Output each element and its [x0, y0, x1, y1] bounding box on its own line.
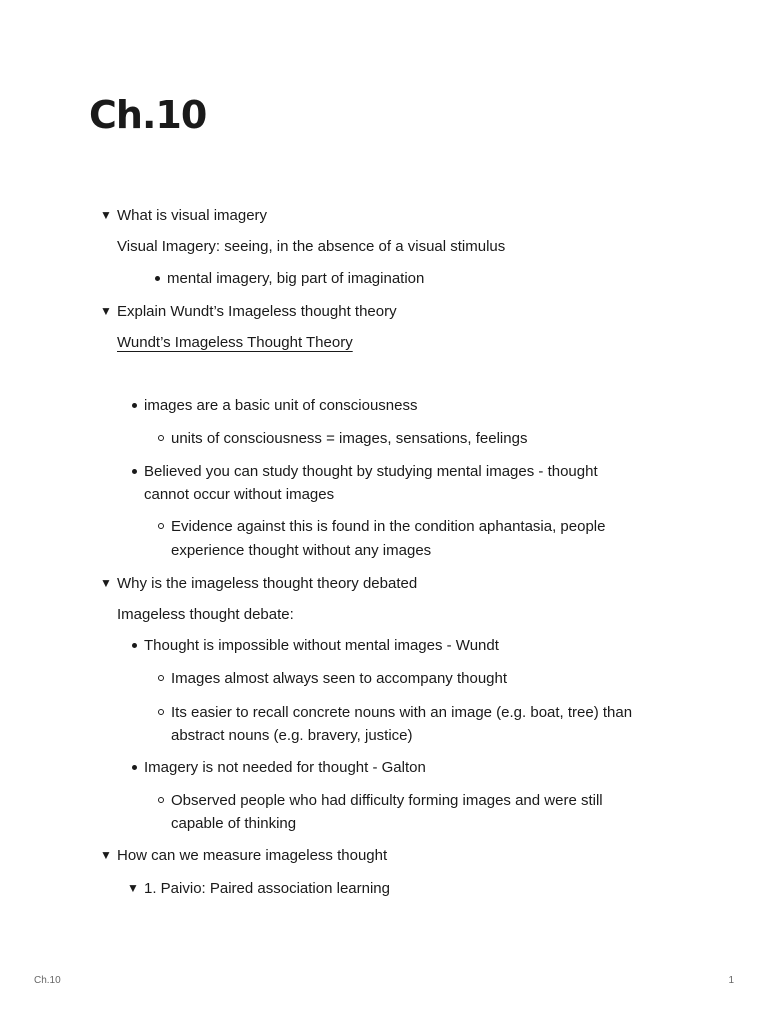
footer-title: Ch.10 [34, 975, 61, 986]
toggle-heading: How can we measure imageless thought [117, 847, 388, 864]
list-item [167, 267, 424, 290]
list-item [171, 515, 605, 538]
list-item-continuation: capable of thinking [171, 815, 297, 832]
toggle-what-is-visual-imagery[interactable] [100, 204, 267, 227]
list-item-continuation: abstract nouns (e.g. bravery, justice) [171, 727, 413, 744]
toggle-heading: Explain Wundt’s Imageless thought theory [117, 303, 397, 320]
toggle-why-debated[interactable] [100, 572, 417, 595]
list-item-text: Thought is impossible without mental images - Wundt [144, 637, 499, 654]
bullet-circle-icon [151, 667, 171, 690]
bullet-dot-icon [124, 460, 144, 483]
bullet-circle-icon [151, 427, 171, 450]
list-item-text: mental imagery, big part of imagination [167, 270, 425, 287]
list-item-text: Evidence against this is found in the condition aphantasia, people [171, 518, 606, 535]
paragraph: Visual Imagery: seeing, in the absence of a visual stimulus [117, 238, 506, 255]
toggle-triangle-icon[interactable]: ▼ [100, 576, 112, 590]
list-item-text: Observed people who had difficulty forming images and were still [171, 792, 603, 809]
list-item [171, 789, 603, 812]
bullet-dot-icon [124, 634, 144, 657]
list-item-continuation: cannot occur without images [144, 486, 335, 503]
bullet-dot-icon [124, 756, 144, 779]
toggle-heading: What is visual imagery [117, 207, 268, 224]
toggle-how-measure[interactable] [100, 844, 387, 867]
toggle-triangle-icon[interactable]: ▼ [127, 881, 139, 895]
list-item [171, 667, 507, 690]
toggle-heading: 1. Paivio: Paired association learning [144, 880, 390, 897]
toggle-heading: Why is the imageless thought theory debated [117, 575, 418, 592]
toggle-triangle-icon[interactable]: ▼ [100, 304, 112, 318]
list-item [144, 756, 426, 779]
page-link-wundt-theory[interactable]: Wundt’s Imageless Thought Theory [117, 334, 353, 351]
list-item-text: images are a basic unit of consciousness [144, 397, 418, 414]
bullet-dot-icon [147, 267, 167, 290]
list-item-text: units of consciousness = images, sensations, feelings [171, 430, 528, 447]
page-title: Ch.10 [89, 93, 207, 137]
list-item [144, 634, 499, 657]
list-item [171, 701, 632, 724]
list-item-continuation: experience thought without any images [171, 542, 432, 559]
bullet-circle-icon [151, 515, 171, 538]
bullet-circle-icon [151, 789, 171, 812]
toggle-triangle-icon[interactable]: ▼ [100, 208, 112, 222]
list-item-text: Imagery is not needed for thought - Galton [144, 759, 426, 776]
paragraph: Imageless thought debate: [117, 606, 294, 623]
toggle-explain-wundt[interactable] [100, 300, 397, 323]
list-item-text: Believed you can study thought by studying mental images - thought [144, 463, 598, 480]
list-item [144, 460, 598, 483]
bullet-circle-icon [151, 701, 171, 724]
list-item-text: Images almost always seen to accompany thought [171, 670, 508, 687]
toggle-triangle-icon[interactable]: ▼ [100, 848, 112, 862]
list-item [171, 427, 527, 450]
list-item [144, 394, 417, 417]
list-item-text: Its easier to recall concrete nouns with an image (e.g. boat, tree) than [171, 704, 633, 721]
bullet-dot-icon [124, 394, 144, 417]
page-number: 1 [728, 975, 734, 986]
toggle-paivio[interactable] [127, 877, 390, 900]
